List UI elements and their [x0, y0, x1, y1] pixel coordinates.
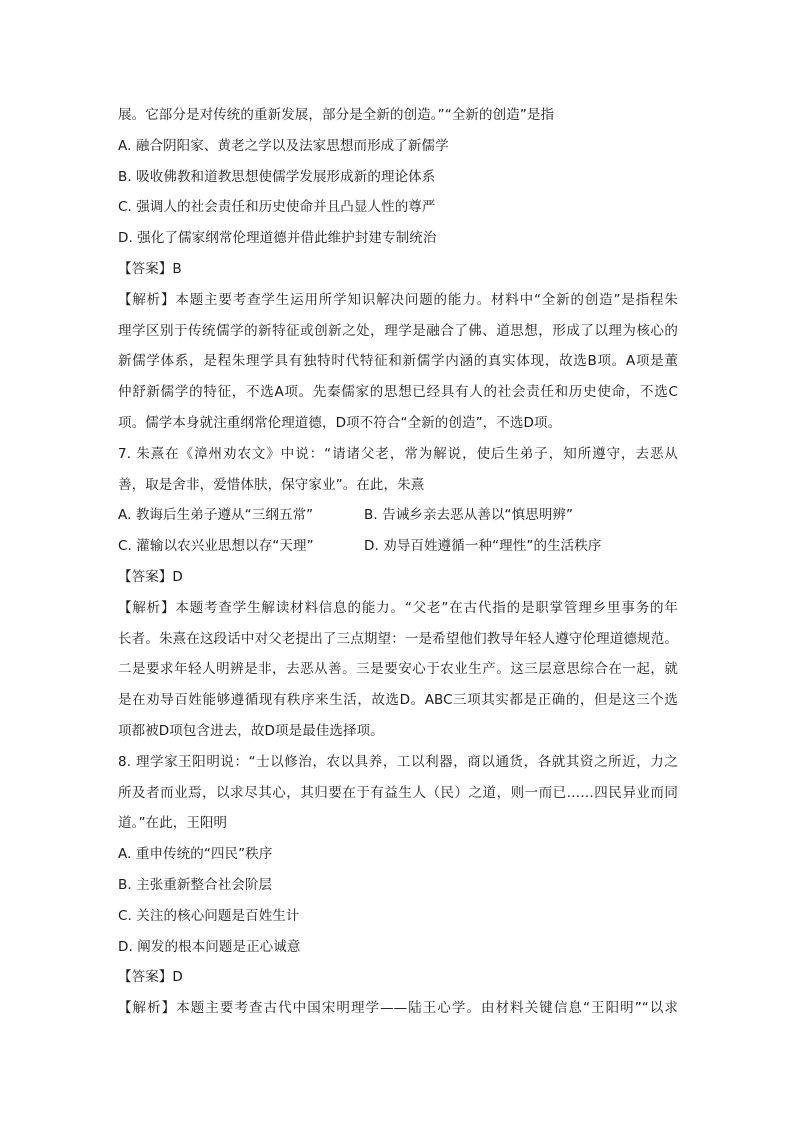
option-row — [118, 531, 678, 562]
text-line: 道。”在此，王阳明 — [118, 815, 228, 832]
text-line: 7. 朱熹在《漳州劝农文》中说：“请诸父老，常为解说，使后生弟子，知所遵守，去恶从 — [118, 445, 678, 462]
text-line: 项都被D项包含进去，故D项是最佳选择项。 — [118, 722, 384, 739]
text-line: 【解析】本题考查学生解读材料信息的能力。“父老”在古代指的是职掌管理乡里事务的年 — [118, 599, 678, 616]
text-line: B. 主张重新整合社会阶层 — [118, 876, 273, 893]
text-line: 长者。朱熹在这段话中对父老提出了三点期望：一是希望他们教导年轻人遵守伦理道德规范。 — [118, 630, 678, 647]
text-line: A. 融合阴阳家、黄老之学以及法家思想而形成了新儒学 — [118, 137, 449, 154]
option-text: A. 教诲后生弟子遵从“三纲五常” — [118, 507, 314, 524]
text-line: 仲舒新儒学的特征，不选A项。先秦儒家的思想已经具有人的社会责任和历史使命，不选C — [118, 384, 678, 401]
text-line: 新儒学体系，是程朱理学具有独特时代特征和新儒学内涵的真实体现，故选B项。A项是董 — [118, 353, 678, 370]
text-line: D. 强化了儒家纲常伦理道德并借此维护封建专制统治 — [118, 230, 437, 247]
text-line: A. 重申传统的“四民”秩序 — [118, 846, 273, 863]
text-line: 【答案】D — [118, 568, 183, 585]
text-line: 是在劝导百姓能够遵循现有秩序来生活，故选D。ABC三项其实都是正确的，但是这三个选 — [118, 692, 678, 709]
document-page — [118, 100, 678, 1024]
option-text: B. 告诫乡亲去恶从善以“慎思明辨” — [364, 507, 574, 524]
text-line: B. 吸收佛教和道教思想使儒学发展形成新的理论体系 — [118, 168, 436, 185]
text-line: C. 关注的核心问题是百姓生计 — [118, 907, 300, 924]
text-line: 善，取是舍非，爱惜体肤，保守家业”。在此，朱熹 — [118, 476, 425, 493]
option-row — [118, 500, 678, 531]
text-line: 所及者而业焉，以求尽其心，其归要在于有益生人（民）之道，则一而已……四民异业而同 — [118, 784, 678, 801]
option-text: C. 灌输以农兴业思想以存“天理” — [118, 538, 314, 555]
text-line: 展。它部分是对传统的重新发展，部分是全新的创造。”“全新的创造”是指 — [118, 107, 555, 123]
text-line: 理学区别于传统儒学的新特征或创新之处，理学是融合了佛、道思想，形成了以理为核心的 — [118, 322, 678, 339]
text-line: 【解析】本题主要考查古代中国宋明理学——陆王心学。由材料关键信息“王阳明”“以求 — [118, 1000, 678, 1017]
text-line: 【答案】B — [118, 260, 182, 277]
text-line: 【答案】D — [118, 969, 183, 986]
text-line: C. 强调人的社会责任和历史使命并且凸显人性的尊严 — [118, 199, 436, 216]
text-line: 【解析】本题主要考查学生运用所学知识解决问题的能力。材料中“全新的创造”是指程朱 — [118, 291, 678, 308]
text-line: 8. 理学家王阳明说：“士以修治，农以具养，工以利器，商以通货，各就其资之所近，力之 — [118, 753, 678, 770]
text-line: 项。儒学本身就注重纲常伦理道德，D项不符合“全新的创造”，不选D项。 — [118, 414, 562, 431]
option-text: D. 劝导百姓遵循一种“理性”的生活秩序 — [364, 538, 602, 555]
text-line: D. 阐发的根本问题是正心诚意 — [118, 938, 301, 955]
text-line: 二是要求年轻人明辨是非，去恶从善。三是要安心于农业生产。这三层意思综合在一起，就 — [118, 661, 678, 678]
